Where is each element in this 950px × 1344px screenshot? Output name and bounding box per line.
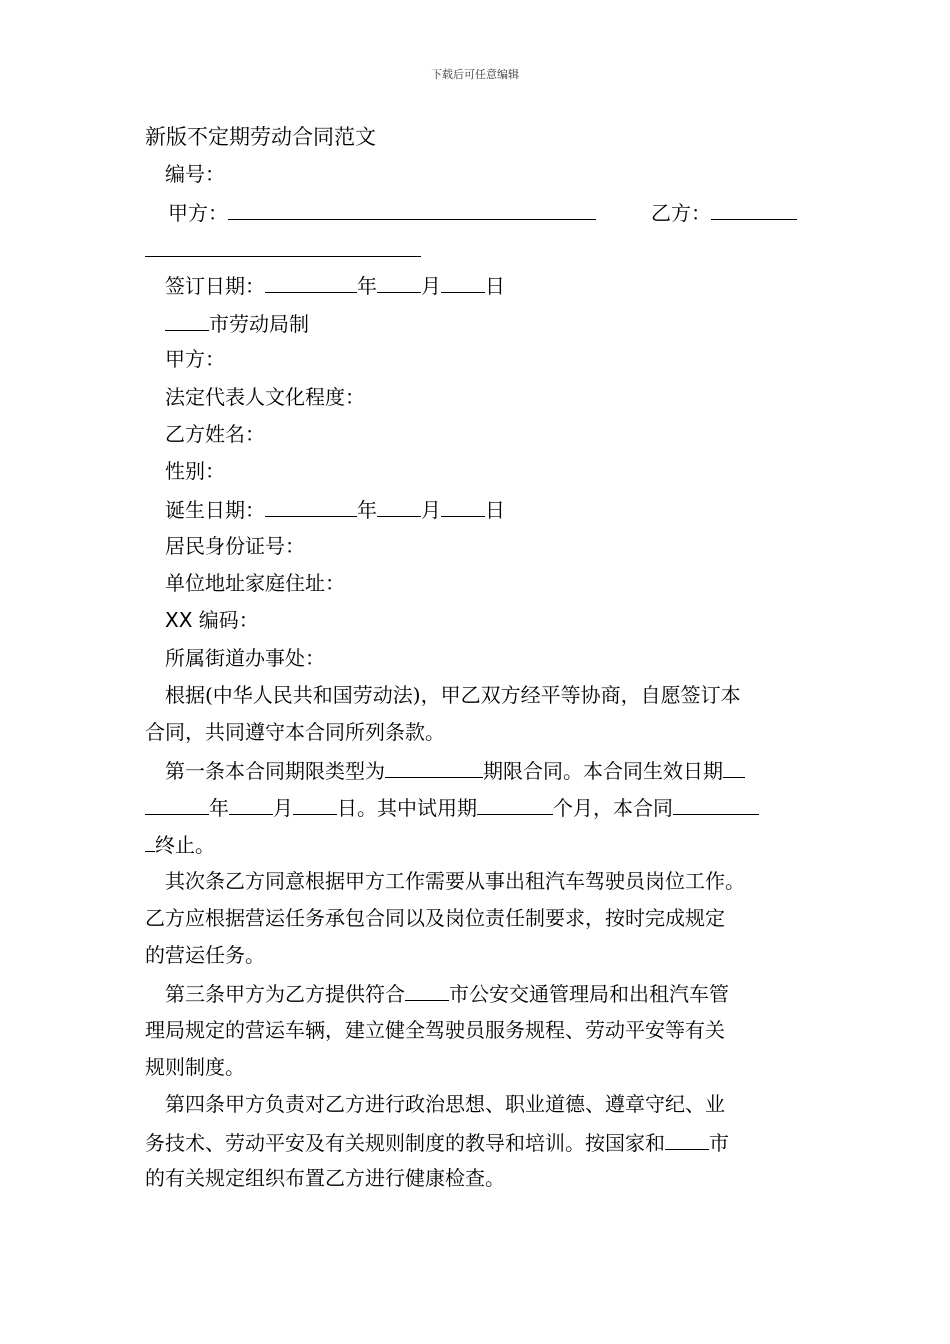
sign-date-label: 签订日期： bbox=[165, 274, 265, 298]
field-address: 单位地址家庭住址： bbox=[165, 571, 345, 595]
art1-text-4: 个月，本合同 bbox=[553, 796, 673, 820]
field-b-name: 乙方姓名： bbox=[165, 422, 265, 446]
bureau-label: 市劳动局制 bbox=[209, 312, 309, 336]
article-4-line-3: 的有关规定组织布置乙方进行健康检查。 bbox=[145, 1166, 505, 1190]
birth-day-blank[interactable] bbox=[441, 496, 485, 517]
party-a-label: 甲方： bbox=[168, 201, 228, 225]
field-legal-rep: 法定代表人文化程度： bbox=[165, 385, 365, 409]
field-id-number: 居民身份证号： bbox=[165, 534, 305, 558]
month-label: 月 bbox=[421, 274, 441, 298]
art1-text-5: 终止。 bbox=[155, 833, 215, 857]
field-party-a-row bbox=[168, 199, 596, 225]
article-2-line-3: 的营运任务。 bbox=[145, 943, 265, 967]
page-header: 下载后可任意编辑 bbox=[431, 68, 519, 81]
article-1-line-2 bbox=[145, 794, 759, 820]
article-4-line-1: 第四条甲方负责对乙方进行政治思想、职业道德、遵章守纪、业 bbox=[165, 1092, 725, 1116]
art1-text-2: 期限合同。本合同生效日期 bbox=[483, 759, 723, 783]
art3-text-1: 第三条甲方为乙方提供符合 bbox=[165, 982, 405, 1006]
birth-year-blank[interactable] bbox=[265, 496, 357, 517]
art1-year: 年 bbox=[209, 796, 229, 820]
postcode-xx: XX bbox=[165, 608, 193, 632]
field-postcode bbox=[165, 608, 259, 632]
field-sign-date bbox=[165, 272, 505, 298]
art1-month: 月 bbox=[273, 796, 293, 820]
postcode-label: 编码： bbox=[198, 608, 259, 632]
article-3-line-2: 理局规定的营运车辆，建立健全驾驶员服务规程、劳动平安等有关 bbox=[145, 1018, 725, 1042]
party-b-blank-2[interactable] bbox=[145, 236, 421, 257]
effective-day-blank[interactable] bbox=[293, 794, 337, 815]
effective-month-blank[interactable] bbox=[229, 794, 273, 815]
party-b-blank[interactable] bbox=[711, 199, 797, 220]
probation-blank[interactable] bbox=[477, 794, 553, 815]
art3-text-2: 市公安交通管理局和出租汽车管 bbox=[449, 982, 729, 1006]
effective-year-blank-a[interactable] bbox=[723, 757, 745, 778]
field-street-office: 所属街道办事处： bbox=[165, 646, 325, 670]
term-type-blank[interactable] bbox=[385, 757, 483, 778]
year-label: 年 bbox=[357, 274, 377, 298]
article-1-line-3 bbox=[145, 831, 215, 857]
birth-date-label: 诞生日期： bbox=[165, 498, 265, 522]
day-label: 日 bbox=[485, 274, 505, 298]
field-number: 编号： bbox=[165, 162, 225, 186]
art3-city-blank[interactable] bbox=[405, 980, 449, 1001]
article-2-line-1: 其次条乙方同意根据甲方工作需要从事出租汽车驾驶员岗位工作。 bbox=[165, 869, 745, 893]
art4-text-2: 市 bbox=[709, 1131, 729, 1155]
field-gender: 性别： bbox=[165, 459, 225, 483]
article-1-line-1 bbox=[165, 757, 745, 783]
article-3-line-3: 规则制度。 bbox=[145, 1055, 245, 1079]
intro-line-2: 合同，共同遵守本合同所列条款。 bbox=[145, 720, 445, 744]
field-party-b-row bbox=[651, 199, 797, 225]
birth-month-blank[interactable] bbox=[377, 496, 421, 517]
document-title: 新版不定期劳动合同范文 bbox=[145, 125, 376, 149]
field-birth-date bbox=[165, 496, 505, 522]
article-2-line-2: 乙方应根据营运任务承包合同以及岗位责任制要求，按时完成规定 bbox=[145, 906, 725, 930]
effective-year-blank-b[interactable] bbox=[145, 794, 209, 815]
party-a-blank[interactable] bbox=[228, 199, 596, 220]
city-blank[interactable] bbox=[165, 310, 209, 331]
sign-day-blank[interactable] bbox=[441, 272, 485, 293]
article-3-line-1 bbox=[165, 980, 729, 1006]
day-label: 日 bbox=[485, 498, 505, 522]
end-date-blank-a[interactable] bbox=[673, 794, 759, 815]
party-b-label: 乙方： bbox=[651, 201, 711, 225]
field-party-a2: 甲方： bbox=[165, 347, 225, 371]
month-label: 月 bbox=[421, 498, 441, 522]
art4-text-1: 务技术、劳动平安及有关规则制度的教导和培训。按国家和 bbox=[145, 1131, 665, 1155]
art1-text-3: 日。其中试用期 bbox=[337, 796, 477, 820]
year-label: 年 bbox=[357, 498, 377, 522]
article-4-line-2 bbox=[145, 1129, 729, 1155]
end-date-blank-b[interactable] bbox=[145, 831, 155, 852]
party-b-blank-continued bbox=[145, 236, 421, 262]
sign-month-blank[interactable] bbox=[377, 272, 421, 293]
field-bureau bbox=[165, 310, 309, 336]
sign-year-blank[interactable] bbox=[265, 272, 357, 293]
art4-city-blank[interactable] bbox=[665, 1129, 709, 1150]
art1-text-1: 第一条本合同期限类型为 bbox=[165, 759, 385, 783]
intro-line-1: 根据(中华人民共和国劳动法)，甲乙双方经平等协商，自愿签订本 bbox=[165, 683, 741, 707]
